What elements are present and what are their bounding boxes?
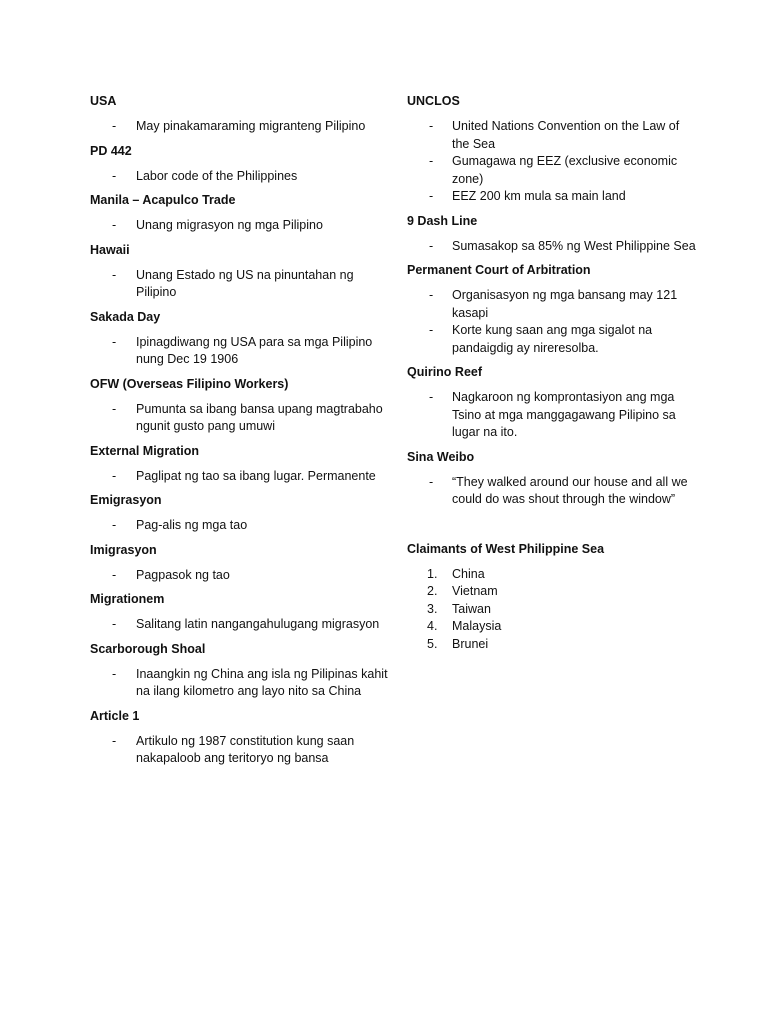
entry-external-migration — [90, 443, 390, 486]
dash-bullet-icon: - — [112, 733, 117, 748]
claimant-name: China — [452, 566, 485, 581]
definition-text: Paglipat ng tao sa ibang lugar. Permanente — [136, 468, 376, 483]
term-heading: Manila – Acapulco Trade — [90, 193, 236, 207]
dash-bullet-icon: - — [112, 119, 117, 133]
definition-item — [407, 474, 697, 509]
definition-text: EEZ 200 km mula sa main land — [452, 189, 626, 203]
list-number: 2. — [427, 584, 438, 598]
dash-bullet-icon: - — [112, 334, 117, 349]
left-column — [90, 93, 390, 775]
dash-bullet-icon: - — [112, 666, 117, 681]
entry-sina-weibo — [407, 449, 697, 509]
definition-text: Pumunta sa ibang bansa upang magtrabaho ngunit gusto pang umuwi — [136, 401, 383, 433]
definition-item — [90, 616, 390, 634]
entry-imigrasyon — [90, 542, 390, 585]
entry-emigrasyon — [90, 492, 390, 535]
claimant-name: Vietnam — [452, 584, 498, 598]
term-heading: 9 Dash Line — [407, 213, 478, 228]
definition-list — [90, 468, 390, 486]
definition-text: May pinakamaraming migranteng Pilipino — [136, 119, 366, 133]
definition-text: “They walked around our house and all we could do was shout through the window” — [452, 474, 688, 506]
entry-9-dash-line — [407, 213, 697, 256]
definition-list — [90, 666, 390, 701]
entry-usa — [90, 93, 390, 136]
claimant-name: Taiwan — [452, 601, 491, 616]
definition-item — [90, 217, 390, 235]
definition-item — [90, 118, 390, 136]
term-heading: Quirino Reef — [407, 365, 483, 379]
list-number: 5. — [427, 636, 438, 651]
definition-list — [407, 118, 697, 206]
term-heading: Emigrasyon — [90, 493, 162, 507]
entry-unclos — [407, 93, 697, 206]
term-heading: Hawaii — [90, 242, 130, 257]
entry-pd-442 — [90, 143, 390, 186]
list-number: 1. — [427, 566, 438, 581]
dash-bullet-icon: - — [112, 267, 117, 282]
term-heading: Migrationem — [90, 592, 165, 606]
dash-bullet-icon: - — [112, 567, 117, 582]
definition-list — [407, 287, 697, 357]
dash-bullet-icon: - — [429, 189, 434, 203]
definition-list — [90, 334, 390, 369]
definition-text: Organisasyon ng mga bansang may 121 kasapi — [452, 288, 678, 320]
term-heading: Permanent Court of Arbitration — [407, 263, 591, 277]
entry-migrationem — [90, 591, 390, 634]
definition-list — [90, 401, 390, 436]
definition-item — [407, 188, 697, 206]
definition-text: United Nations Convention on the Law of the Sea — [452, 119, 680, 151]
list-number: 4. — [427, 619, 438, 633]
claimant-name: Malaysia — [452, 619, 502, 633]
definition-text: Inaangkin ng China ang isla ng Pilipinas kahit na ilang kilometro ang layo nito sa China — [136, 666, 388, 698]
definition-text: Unang migrasyon ng mga Pilipino — [136, 218, 323, 232]
dash-bullet-icon: - — [429, 474, 434, 489]
definition-text: Pag-alis ng mga tao — [136, 518, 248, 532]
definition-list — [90, 118, 390, 136]
definition-item — [407, 389, 697, 442]
definition-item — [90, 517, 390, 535]
definition-list — [90, 733, 390, 768]
definition-text: Gumagawa ng EEZ (exclusive economic zone) — [452, 154, 678, 186]
entry-article-1 — [90, 708, 390, 768]
definition-text: Pagpasok ng tao — [136, 567, 230, 582]
dash-bullet-icon: - — [112, 218, 117, 232]
claimant-name: Brunei — [452, 636, 489, 651]
definition-list — [90, 616, 390, 634]
entry-hawaii — [90, 242, 390, 302]
claimants-section — [407, 541, 697, 654]
term-heading: Article 1 — [90, 708, 140, 723]
dash-bullet-icon: - — [429, 323, 434, 337]
claimant-item — [407, 601, 697, 619]
section-spacer — [407, 516, 697, 541]
definition-item — [90, 733, 390, 768]
definition-text: Artikulo ng 1987 constitution kung saan nakapaloob ang teritoryo ng bansa — [136, 733, 355, 765]
right-column — [407, 93, 697, 660]
entry-sakada-day — [90, 309, 390, 369]
dash-bullet-icon: - — [429, 238, 434, 253]
term-heading: PD 442 — [90, 143, 132, 158]
definition-item — [90, 567, 390, 585]
dash-bullet-icon: - — [112, 617, 117, 631]
definition-text: Ipinagdiwang ng USA para sa mga Pilipino nung Dec 19 1906 — [136, 334, 373, 366]
claimants-heading: Claimants of West Philippine Sea — [407, 541, 605, 556]
dash-bullet-icon: - — [429, 288, 434, 302]
definition-text: Unang Estado ng US na pinuntahan ng Pilipino — [136, 267, 354, 299]
dash-bullet-icon: - — [112, 468, 117, 483]
dash-bullet-icon: - — [429, 119, 434, 133]
definition-item — [407, 322, 697, 357]
entry-manila-acapulco-trade — [90, 192, 390, 235]
entry-ofw — [90, 376, 390, 436]
entry-permanent-court-of-arbitration — [407, 262, 697, 357]
definition-item — [407, 238, 697, 256]
definition-list — [90, 168, 390, 186]
definition-item — [407, 153, 697, 188]
definition-text: Nagkaroon ng komprontasiyon ang mga Tsino at mga manggagawang Pilipino sa lugar na ito. — [452, 390, 676, 439]
definition-item — [90, 334, 390, 369]
claimant-item — [407, 636, 697, 654]
dash-bullet-icon: - — [429, 390, 434, 404]
term-heading: OFW (Overseas Filipino Workers) — [90, 376, 289, 391]
definition-text: Sumasakop sa 85% ng West Philippine Sea — [452, 238, 696, 253]
definition-item — [407, 118, 697, 153]
claimants-list — [407, 566, 697, 654]
definition-list — [90, 267, 390, 302]
definition-text: Korte kung saan ang mga sigalot na pandaigdig ay nireresolba. — [452, 323, 653, 355]
definition-item — [407, 287, 697, 322]
definition-list — [407, 238, 697, 256]
definition-list — [407, 389, 697, 442]
definition-item — [90, 401, 390, 436]
entry-scarborough-shoal — [90, 641, 390, 701]
definition-item — [90, 468, 390, 486]
definition-item — [90, 168, 390, 186]
definition-text: Labor code of the Philippines — [136, 168, 298, 183]
list-number: 3. — [427, 601, 438, 616]
definition-list — [407, 474, 697, 509]
term-heading: Scarborough Shoal — [90, 641, 206, 656]
term-heading: Imigrasyon — [90, 542, 157, 557]
definition-list — [90, 517, 390, 535]
term-heading: Sakada Day — [90, 309, 161, 324]
dash-bullet-icon: - — [112, 518, 117, 532]
term-heading: UNCLOS — [407, 94, 460, 108]
claimant-item — [407, 618, 697, 636]
claimant-item — [407, 583, 697, 601]
term-heading: Sina Weibo — [407, 449, 475, 464]
dash-bullet-icon: - — [429, 154, 434, 168]
dash-bullet-icon: - — [112, 168, 117, 183]
entry-quirino-reef — [407, 364, 697, 442]
term-heading: USA — [90, 94, 117, 108]
term-heading: External Migration — [90, 443, 200, 458]
definition-item — [90, 267, 390, 302]
definition-item — [90, 666, 390, 701]
definition-list — [90, 217, 390, 235]
claimant-item — [407, 566, 697, 584]
definition-list — [90, 567, 390, 585]
dash-bullet-icon: - — [112, 401, 117, 416]
definition-text: Salitang latin nangangahulugang migrasyon — [136, 617, 380, 631]
